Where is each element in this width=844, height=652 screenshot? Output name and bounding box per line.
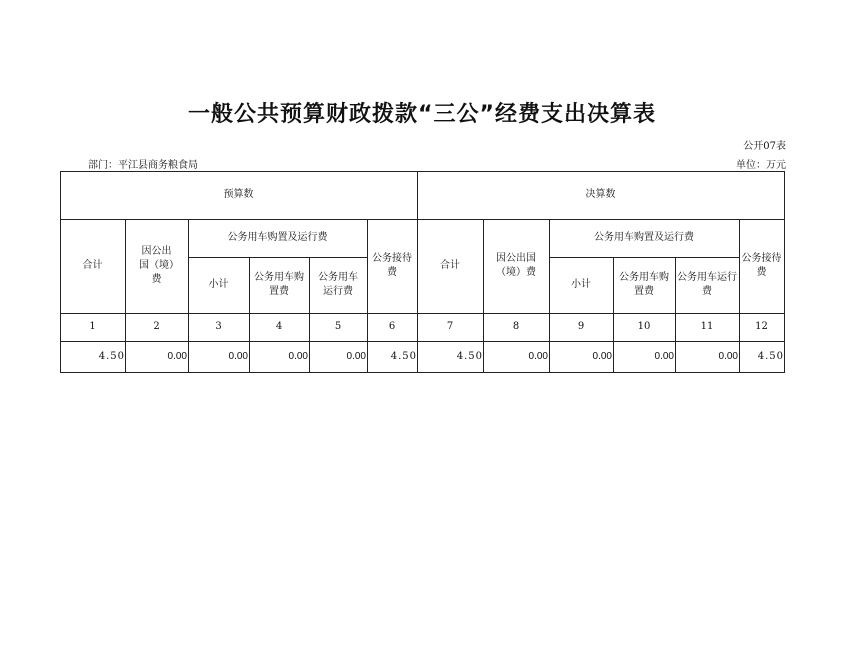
value-cell: 0.00 <box>718 350 738 362</box>
value-cell: 0.00 <box>228 350 248 362</box>
value-cell: 4.50 <box>390 350 417 362</box>
column-number: 2 <box>153 321 160 332</box>
final-header: 决算数 <box>585 189 616 200</box>
column-number: 8 <box>512 321 520 332</box>
column-number: 10 <box>637 321 651 332</box>
final-abroad-header: 因公出国（境）费 <box>496 253 536 278</box>
final-vehicle-group-header: 公务用车购置及运行费 <box>594 232 694 243</box>
expenditure-table <box>60 171 785 373</box>
column-number: 11 <box>700 321 714 332</box>
value-cell: 0.00 <box>592 350 612 362</box>
value-cell: 0.00 <box>346 350 366 362</box>
form-code: 公开07表 <box>743 141 786 152</box>
value-cell: 0.00 <box>528 350 548 362</box>
final-total-header: 合计 <box>440 260 460 271</box>
page-title: 一般公共预算财政拨款“三公”经费支出决算表 <box>188 102 656 127</box>
budget-operation-header: 公务用车运行费 <box>318 272 358 297</box>
budget-abroad-header: 因公出国（境）费 <box>139 246 174 285</box>
column-number: 6 <box>388 321 396 332</box>
final-purchase-header: 公务用车购置费 <box>619 272 669 297</box>
budget-total-header: 合计 <box>82 260 103 271</box>
budget-purchase-header: 公务用车购置费 <box>254 272 304 297</box>
column-number: 3 <box>215 321 222 332</box>
table-rule <box>784 171 785 373</box>
column-number: 5 <box>334 321 342 332</box>
column-number: 12 <box>755 321 768 332</box>
final-subtotal-header: 小计 <box>571 279 591 290</box>
value-cell: 0.00 <box>654 350 674 362</box>
value-cell: 4.50 <box>456 350 483 362</box>
unit-label: 单位：万元 <box>736 160 786 171</box>
value-cell: 4.50 <box>757 350 784 362</box>
department-label: 部门：平江县商务粮食局 <box>88 160 198 171</box>
column-number: 4 <box>275 321 283 332</box>
final-operation-header: 公务用车运行费 <box>677 272 737 297</box>
value-cell: 0.00 <box>288 350 308 362</box>
table-rule <box>60 372 785 373</box>
final-reception-header: 公务接待费 <box>741 253 782 278</box>
budget-reception-header: 公务接待费 <box>372 253 412 278</box>
budget-subtotal-header: 小计 <box>208 279 229 290</box>
column-number: 9 <box>577 321 585 332</box>
budget-header: 预算数 <box>223 189 254 200</box>
budget-vehicle-group-header: 公务用车购置及运行费 <box>227 232 328 243</box>
column-number: 7 <box>446 321 454 332</box>
column-number: 1 <box>89 321 96 332</box>
value-cell: 0.00 <box>167 350 187 362</box>
value-cell: 4.50 <box>98 350 125 362</box>
